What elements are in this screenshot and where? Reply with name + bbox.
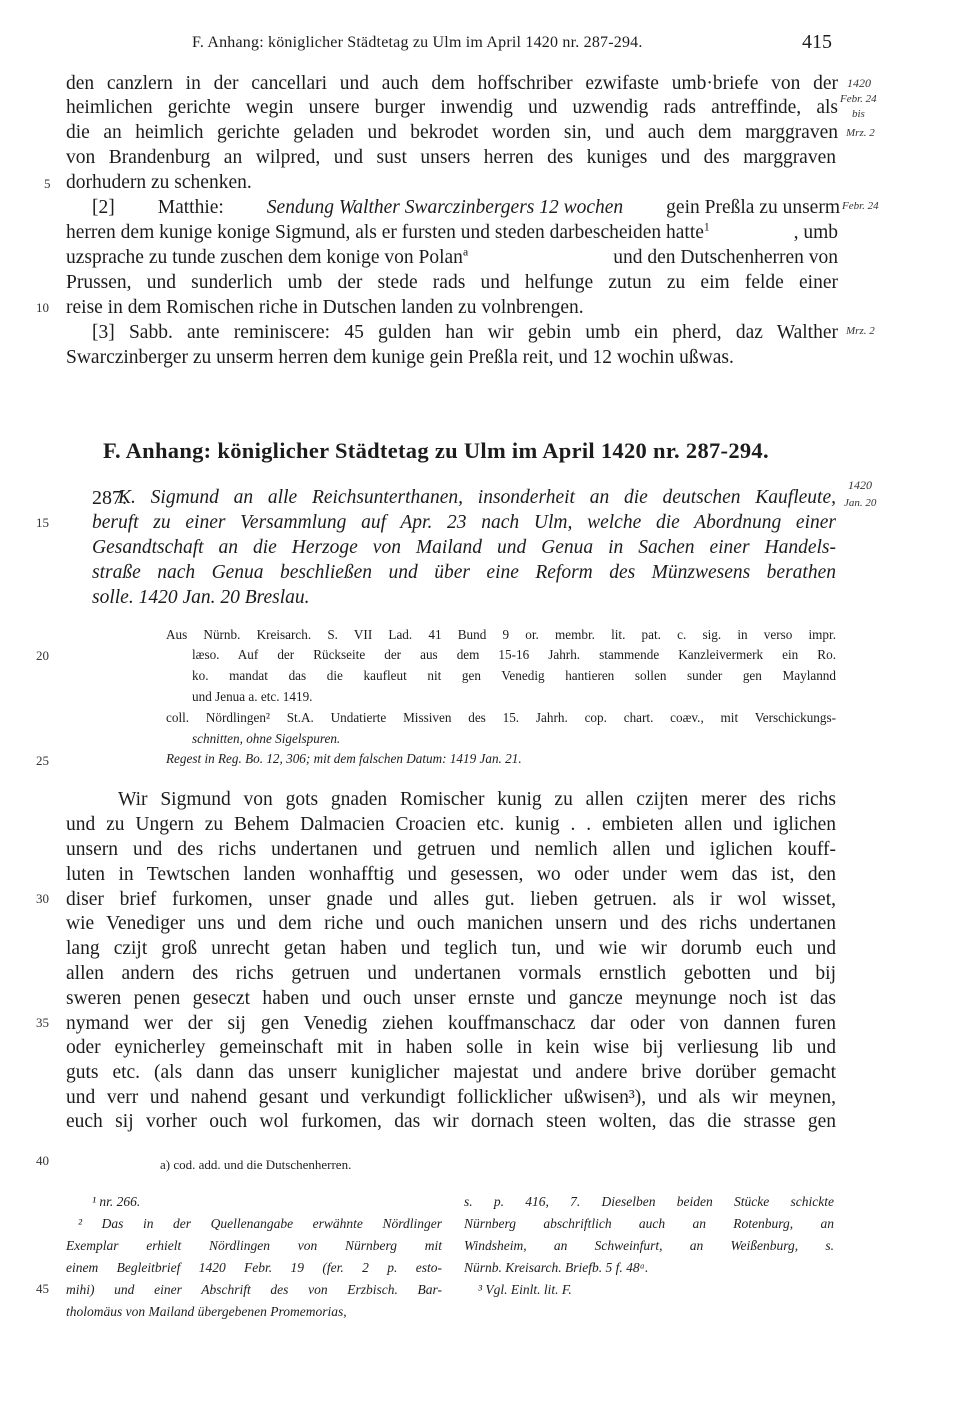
item-2-line-1 — [92, 196, 840, 220]
apparatus-ref: a — [462, 245, 469, 259]
text-fragment: und den Dutschenherren von — [613, 247, 838, 268]
text-fragment: , umb — [793, 222, 838, 243]
section-heading: F. Anhang: königlicher Städtetag zu Ulm im April 1420 nr. 287-294. — [103, 438, 769, 463]
line-number: 10 — [36, 300, 49, 315]
source-line: schnitten, ohne Sigelspuren. — [192, 731, 341, 746]
line-number: 45 — [36, 1281, 49, 1296]
regest-line: straße nach Genua beschließen und über eine Reform des Münzwesens berathen — [92, 562, 836, 583]
footnote-line: ² Das in der Quellenangabe erwähnte Nördlinger — [78, 1216, 442, 1231]
text-line: reise in dem Romischen riche in Dutschen landen zu volnbrengen. — [66, 297, 584, 318]
line-number: 30 — [36, 891, 49, 906]
text-line: die an heimlich gerichte geladen und bekrodet worden sin, und auch dem marggraven — [66, 122, 838, 143]
line-number: 5 — [44, 176, 51, 191]
feast-label: Matthie: — [157, 197, 224, 218]
text-line: von Brandenburg an wilpred, und sust unsers herren des kuniges und des marggraven — [66, 147, 836, 168]
document-text-line: luten in Tewtschen landen wonhafftig und gesessen, wo oder under wem das ist, den — [66, 864, 836, 885]
text-fragment: uzsprache zu tunde zuschen dem konige von Polan — [66, 247, 463, 268]
document-number: 287. — [92, 487, 127, 509]
document-text-line: lang czijt groß unrecht getan haben und teglich tun, und wie wir dorumb euch und — [66, 938, 836, 959]
footnote-line: einem Begleitbrief 1420 Febr. 19 (fer. 2 p. esto- — [66, 1260, 442, 1275]
document-text-line: sweren penen geseczt haben und ouch unser ernste und gancze meynunge noch ist das — [66, 988, 836, 1009]
line-number: 20 — [36, 648, 49, 663]
document-text-line: unsern und des richs undertanen und getruen und nemlich allen und iglichen kouff- — [66, 839, 836, 860]
footnote-line: mihi) und einer Abschrift des von Erzbisch. Bar- — [66, 1282, 442, 1297]
text-line — [66, 221, 838, 245]
margin-date: Jan. 20 — [844, 497, 877, 509]
line-number: 35 — [36, 1015, 49, 1030]
running-title: F. Anhang: königlicher Städtetag zu Ulm im April 1420 nr. 287-294. — [192, 34, 643, 51]
margin-date: Mrz. 2 — [846, 127, 875, 139]
item-number: [2] — [92, 197, 115, 218]
source-line: læso. Auf der Rückseite der aus dem 15-16 Jahrh. stammende Kanzleivermerk ein Ro. — [192, 647, 836, 662]
margin-date: 1420 — [847, 76, 871, 90]
text-line: Prussen, und sunderlich umb der stede rads und helfunge zutun zu eim felde einer — [66, 272, 838, 293]
source-line: und Jenua a. etc. 1419. — [192, 689, 313, 704]
footnote-line: s. p. 416, 7. Dieselben beiden Stücke schickte — [464, 1194, 834, 1209]
source-line: Aus Nürnb. Kreisarch. S. VII Lad. 41 Bund 9 or. membr. lit. pat. c. sig. in verso impr. — [166, 627, 836, 642]
apparatus-note: a) cod. add. und die Dutschenherren. — [160, 1157, 352, 1172]
source-line: coll. Nördlingen² St.A. Undatierte Missiven des 15. Jahrh. cop. chart. coæv., mit Verschickungs- — [166, 710, 836, 725]
line-number: 15 — [36, 515, 49, 530]
text-line: Swarczinberger zu unserm herren dem kunige gein Preßla reit, und 12 wochin ußwas. — [66, 347, 734, 368]
footnote-line: Nürnberg abschriftlich auch an Rotenburg, an — [464, 1216, 834, 1231]
regest-line: Gesandtschaft an die Herzoge von Mailand und Genua in Sachen einer Handels- — [92, 537, 836, 558]
document-text-line: Wir Sigmund von gots gnaden Romischer kunig zu allen czijten merer des richs — [118, 789, 836, 810]
regest-line: K. Sigmund an alle Reichsunterthanen, insonderheit an die deutschen Kaufleute, — [118, 487, 836, 508]
footnote-ref: 1 — [703, 220, 710, 234]
margin-date: 1420 — [848, 478, 872, 492]
document-text-line: euch sij vorher ouch wol furkomen, das wir dornach steen wolten, das die strasse gen — [66, 1111, 836, 1132]
footnote-line: Windsheim, an Schweinfurt, an Weißenburg, s. — [464, 1238, 834, 1253]
document-text-line: wie Venediger uns und dem riche und ouch manichen unsern und des richs undertanen — [66, 913, 836, 934]
document-text-line: diser brief furkomen, unser gnade und alles gut. lieben getruen. als ir wol wisset, — [66, 889, 836, 910]
text-line: [3] Sabb. ante reminiscere: 45 gulden han wir gebin umb ein pherd, daz Walther — [92, 322, 838, 343]
margin-date: bis — [852, 108, 865, 120]
line-number: 25 — [36, 753, 49, 768]
margin-date: Mrz. 2 — [846, 325, 875, 337]
text-fragment: gein Preßla zu unserm — [666, 197, 840, 218]
document-text-line: allen andern des richs getruen und undertanen vormals ernstlich gebotten und bij — [66, 963, 836, 984]
footnote-line: tholomäus von Mailand übergebenen Promemorias, — [66, 1304, 347, 1319]
text-line: heimlichen gerichte wegin unsere burger inwendig und uzwendig rads antreffinde, als — [66, 97, 838, 118]
source-line: Regest in Reg. Bo. 12, 306; mit dem falschen Datum: 1419 Jan. 21. — [166, 751, 522, 766]
item-title: Sendung Walther Swarczinbergers 12 wochen — [266, 197, 624, 218]
document-text-line: und zu Ungern zu Behem Dalmacien Croacien etc. kunig . . embieten allen und iglichen — [66, 814, 836, 835]
footnote-line: Nürnb. Kreisarch. Briefb. 5 f. 48ᵃ. — [464, 1260, 649, 1275]
regest-line: beruft zu einer Versammlung auf Apr. 23 nach Ulm, welche die Abordnung einer — [92, 512, 836, 533]
footnote-line: ³ Vgl. Einlt. lit. F. — [478, 1282, 572, 1297]
margin-date: Febr. 24 — [840, 93, 877, 105]
footnote-line: Exemplar erhielt Nördlingen von Nürnberg mit — [66, 1238, 442, 1253]
document-text-line: nymand wer der sij gen Venedig ziehen kouffmanschacz dar oder von dannen furen — [66, 1013, 836, 1034]
margin-date: Febr. 24 — [842, 200, 879, 212]
text-fragment: herren dem kunige konige Sigmund, als er fursten und steden darbescheiden hatte — [66, 222, 704, 243]
page-number: 415 — [802, 31, 832, 53]
footnote-line: ¹ nr. 266. — [92, 1194, 141, 1209]
document-text-line: oder eynicherley gemeinschaft mit in haben solle in kein wise bij verliesung lib und — [66, 1037, 836, 1058]
text-line: den canzlern in der cancellari und auch dem hoffschriber ezwifaste umb·briefe von der — [66, 73, 838, 94]
document-text-line: guts etc. (als dann das unserr kuniglicher majestat und andere brive dorüber gemacht — [66, 1062, 836, 1083]
regest-line: solle. 1420 Jan. 20 Breslau. — [92, 587, 310, 608]
text-line: dorhudern zu schenken. — [66, 172, 252, 193]
line-number: 40 — [36, 1153, 49, 1168]
text-line — [66, 246, 838, 270]
source-line: ko. mandat das die kaufleut nit gen Venedig hantieren sollen sunder gen Maylannd — [192, 668, 836, 683]
document-text-line: und verr und nahend gesant und verkundigt follicklicher ußwisen³), und als wir meynen, — [66, 1087, 836, 1108]
